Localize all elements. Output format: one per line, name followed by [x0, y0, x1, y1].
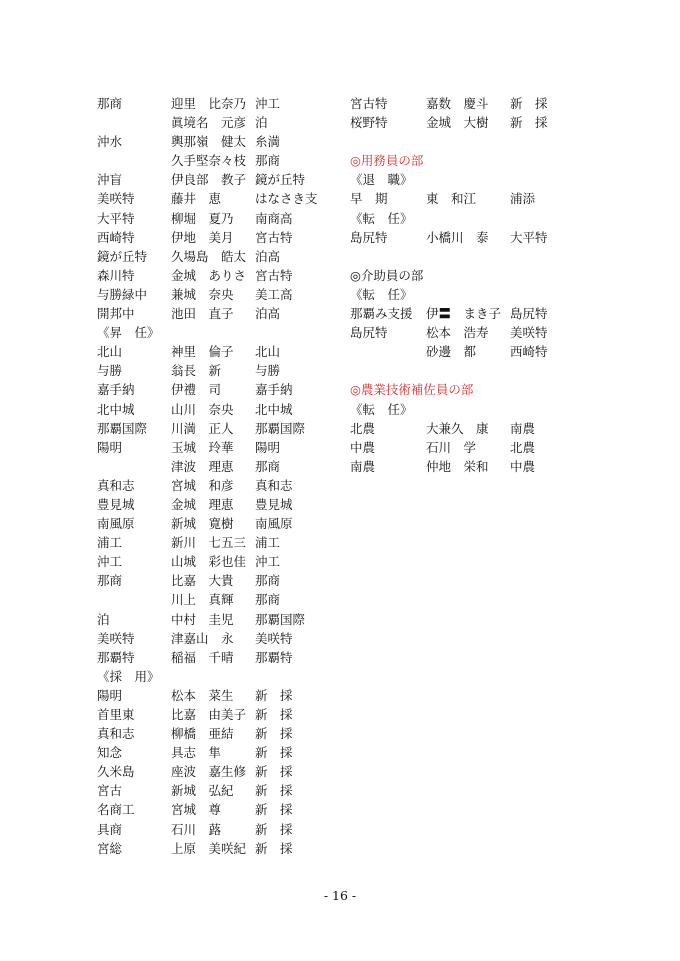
- school-name: 北中城: [97, 401, 135, 417]
- person-name: 久手堅奈々枝: [171, 153, 247, 169]
- left-row: [97, 151, 337, 170]
- previous-post: 沖工: [255, 96, 281, 111]
- previous-post: 陽明: [255, 439, 281, 455]
- person-name: 新川 七五三: [171, 535, 247, 551]
- person-name: 中村 圭児: [171, 611, 234, 627]
- person-name: 柳堀 夏乃: [171, 210, 234, 226]
- previous-post: 新 採: [255, 726, 293, 742]
- person-name: 石川 蕗: [171, 821, 222, 837]
- section-label-text: 《退 職》: [350, 172, 413, 188]
- right-row: [350, 94, 640, 113]
- school-name: 森川特: [97, 267, 135, 283]
- school-name: 陽明: [97, 687, 123, 703]
- previous-post: 泊高: [255, 306, 281, 322]
- school-name: 名商工: [97, 802, 135, 818]
- school-name: 豊見城: [97, 496, 135, 512]
- previous-post: 北山: [255, 344, 281, 360]
- school-name: 沖水: [97, 134, 123, 150]
- previous-post: 宮古特: [255, 267, 293, 283]
- person-name: 宮城 和彦: [171, 477, 234, 493]
- right-row: [350, 189, 640, 208]
- left-row: [97, 514, 337, 533]
- school-name: 首里東: [97, 707, 135, 722]
- person-name: 嘉数 慶斗: [426, 96, 489, 111]
- previous-post: 鏡が丘特: [255, 172, 306, 188]
- person-name: 迎里 比奈乃: [171, 96, 247, 111]
- school-name: 南風原: [97, 516, 135, 532]
- person-name: 川上 真輝: [171, 592, 234, 608]
- previous-post: 中農: [510, 458, 536, 474]
- school-name: 島尻特: [350, 229, 388, 245]
- person-name: 宮城 尊: [171, 802, 222, 818]
- left-row: [97, 323, 337, 342]
- previous-post: 新 採: [255, 802, 293, 818]
- person-name: 小橋川 泰: [426, 229, 489, 245]
- person-name: 伊良部 教子: [171, 172, 247, 188]
- previous-post: 北農: [510, 439, 536, 455]
- previous-post: 那商: [255, 153, 281, 169]
- left-row: [97, 304, 337, 323]
- left-row: [97, 457, 337, 476]
- left-row: [97, 724, 337, 743]
- previous-post: 浦工: [255, 535, 281, 551]
- left-row: [97, 705, 337, 724]
- previous-post: 新 採: [510, 115, 548, 131]
- school-name: 中農: [350, 439, 376, 455]
- previous-post: 那商: [255, 458, 281, 474]
- left-row: [97, 380, 337, 399]
- previous-post: 新 採: [255, 783, 293, 799]
- school-name: 泊: [97, 611, 110, 627]
- school-name: 西崎特: [97, 229, 135, 245]
- previous-post: はなさき支: [255, 191, 318, 207]
- left-row: [97, 438, 337, 457]
- person-name: 金城 ありさ: [171, 267, 247, 283]
- school-name: 久米島: [97, 764, 135, 780]
- right-row: [350, 419, 640, 438]
- person-name: 輿那嶺 健太: [171, 134, 247, 150]
- school-name: 真和志: [97, 477, 135, 493]
- person-name: 山城 彩也佳: [171, 554, 247, 570]
- school-name: 鏡が丘特: [97, 248, 148, 264]
- section-label: [350, 400, 640, 419]
- left-row: [97, 113, 337, 132]
- left-row: [97, 533, 337, 552]
- previous-post: 南風原: [255, 516, 293, 532]
- school-name: 《昇 任》: [97, 325, 160, 341]
- previous-post: 糸満: [255, 134, 281, 150]
- section-heading-text: ◎農業技術補佐員の部: [350, 382, 474, 398]
- previous-post: 新 採: [510, 96, 548, 111]
- person-name: 比嘉 大貴: [171, 573, 234, 589]
- previous-post: 北中城: [255, 401, 293, 417]
- left-row: [97, 209, 337, 228]
- previous-post: 西崎特: [510, 344, 548, 360]
- school-name: 沖盲: [97, 172, 123, 188]
- person-name: 石川 学: [426, 439, 477, 455]
- previous-post: 与勝: [255, 363, 281, 379]
- previous-post: 新 採: [255, 707, 293, 722]
- previous-post: 新 採: [255, 764, 293, 780]
- left-row: [97, 495, 337, 514]
- previous-post: 美咲特: [255, 630, 293, 646]
- school-name: 美咲特: [97, 630, 135, 646]
- page-number: - 16 -: [323, 888, 357, 903]
- right-row: [350, 304, 640, 323]
- section-heading: [350, 380, 640, 399]
- school-name: 嘉手納: [97, 382, 135, 398]
- person-name: 山川 奈央: [171, 401, 234, 417]
- previous-post: 那覇国際: [255, 611, 306, 627]
- person-name: 松本 菜生: [171, 687, 234, 703]
- previous-post: 那覇特: [255, 649, 293, 665]
- left-row: [97, 667, 337, 686]
- left-row: [97, 266, 337, 285]
- spacer: [350, 132, 640, 151]
- person-name: 比嘉 由美子: [171, 707, 247, 722]
- person-name: 久場島 皓太: [171, 248, 247, 264]
- person-name: 翁長 新: [171, 363, 222, 379]
- person-name: 具志 隼: [171, 745, 222, 761]
- section-label-text: 《転 任》: [350, 286, 413, 302]
- left-row: [97, 476, 337, 495]
- previous-post: 泊: [255, 115, 268, 131]
- school-name: 美咲特: [97, 191, 135, 207]
- person-name: 金城 大樹: [426, 115, 489, 131]
- school-name: 浦工: [97, 535, 123, 551]
- right-row: [350, 228, 640, 247]
- section-label-text: ◎介助員の部: [350, 267, 424, 283]
- school-name: 与勝緑中: [97, 286, 148, 302]
- school-name: 那覇特: [97, 649, 135, 665]
- school-name: 具商: [97, 821, 123, 837]
- school-name: 宮古: [97, 783, 123, 799]
- section-heading-text: ◎用務員の部: [350, 153, 424, 169]
- right-column: [350, 94, 640, 476]
- person-name: 東 和江: [426, 191, 477, 207]
- school-name: 那商: [97, 96, 123, 111]
- school-name: 沖工: [97, 554, 123, 570]
- previous-post: 那商: [255, 573, 281, 589]
- left-row: [97, 648, 337, 667]
- school-name: 北山: [97, 344, 123, 360]
- school-name: 与勝: [97, 363, 123, 379]
- right-row: [350, 438, 640, 457]
- person-name: 柳橋 亜結: [171, 726, 234, 742]
- previous-post: 新 採: [255, 840, 293, 856]
- left-row: [97, 342, 337, 361]
- previous-post: 美工高: [255, 286, 293, 302]
- person-name: 砂邊 都: [426, 344, 477, 360]
- spacer: [350, 361, 640, 380]
- person-name: 伊地 美月: [171, 229, 234, 245]
- previous-post: 那覇国際: [255, 420, 306, 436]
- left-row: [97, 94, 337, 113]
- person-name: 神里 倫子: [171, 344, 234, 360]
- school-name: 桜野特: [350, 115, 388, 131]
- school-name: 島尻特: [350, 325, 388, 341]
- right-row: [350, 113, 640, 132]
- school-name: 真和志: [97, 726, 135, 742]
- previous-post: 美咲特: [510, 325, 548, 341]
- person-name: 兼城 奈央: [171, 286, 234, 302]
- previous-post: 大平特: [510, 229, 548, 245]
- left-row: [97, 781, 337, 800]
- left-row: [97, 400, 337, 419]
- previous-post: 新 採: [255, 821, 293, 837]
- person-name: 新城 弘紀: [171, 783, 234, 799]
- right-row: [350, 342, 640, 361]
- school-name: 宮総: [97, 840, 123, 856]
- section-heading: [350, 151, 640, 170]
- section-label: [350, 170, 640, 189]
- left-row: [97, 839, 337, 858]
- section-label-text: 《転 任》: [350, 401, 413, 417]
- left-column: [97, 94, 337, 858]
- school-name: 那覇国際: [97, 420, 148, 436]
- school-name: 南農: [350, 458, 376, 474]
- previous-post: 沖工: [255, 554, 281, 570]
- previous-post: 嘉手納: [255, 382, 293, 398]
- person-name: 上原 美咲紀: [171, 840, 247, 856]
- person-name: 新城 寛樹: [171, 516, 234, 532]
- left-row: [97, 285, 337, 304]
- person-name: 川満 正人: [171, 420, 234, 436]
- previous-post: 泊高: [255, 248, 281, 264]
- left-row: [97, 361, 337, 380]
- school-name: 知念: [97, 745, 123, 761]
- right-row: [350, 323, 640, 342]
- previous-post: 南農: [510, 420, 536, 436]
- school-name: 早 期: [350, 191, 388, 207]
- left-row: [97, 820, 337, 839]
- previous-post: 島尻特: [510, 306, 548, 322]
- section-label: [350, 285, 640, 304]
- left-row: [97, 189, 337, 208]
- left-row: [97, 686, 337, 705]
- person-name: 津波 理恵: [171, 458, 234, 474]
- previous-post: 豊見城: [255, 496, 293, 512]
- right-row: [350, 457, 640, 476]
- person-name: 池田 直子: [171, 306, 234, 322]
- left-row: [97, 247, 337, 266]
- previous-post: 南商高: [255, 210, 293, 226]
- left-row: [97, 552, 337, 571]
- person-name: 金城 理恵: [171, 496, 234, 512]
- person-name: 藤井 恵: [171, 191, 222, 207]
- left-row: [97, 132, 337, 151]
- person-name: 伊禮 司: [171, 382, 222, 398]
- school-name: 開邦中: [97, 306, 135, 322]
- school-name: 大平特: [97, 210, 135, 226]
- left-row: [97, 762, 337, 781]
- left-row: [97, 610, 337, 629]
- left-row: [97, 228, 337, 247]
- left-row: [97, 800, 337, 819]
- left-row: [97, 170, 337, 189]
- school-name: 那商: [97, 573, 123, 589]
- left-row: [97, 419, 337, 438]
- school-name: 北農: [350, 420, 376, 436]
- person-name: 大兼久 康: [426, 420, 489, 436]
- previous-post: 那商: [255, 592, 281, 608]
- previous-post: 宮古特: [255, 229, 293, 245]
- school-name: 那覇み支援: [350, 306, 413, 322]
- previous-post: 真和志: [255, 477, 293, 493]
- spacer: [350, 247, 640, 266]
- previous-post: 浦添: [510, 191, 536, 207]
- section-label: [350, 209, 640, 228]
- left-row: [97, 743, 337, 762]
- left-row: [97, 590, 337, 609]
- person-name: 津嘉山 永: [171, 630, 234, 646]
- person-name: 眞境名 元彦: [171, 115, 247, 131]
- school-name: 宮古特: [350, 96, 388, 111]
- person-name: 仲地 栄和: [426, 458, 489, 474]
- person-name: 稲福 千晴: [171, 649, 234, 665]
- previous-post: 新 採: [255, 687, 293, 703]
- left-row: [97, 571, 337, 590]
- section-label: [350, 266, 640, 285]
- person-name: 伊〓 まき子: [426, 306, 502, 322]
- left-row: [97, 629, 337, 648]
- school-name: 陽明: [97, 439, 123, 455]
- section-label-text: 《転 任》: [350, 210, 413, 226]
- school-name: 《採 用》: [97, 668, 160, 684]
- person-name: 松本 浩寿: [426, 325, 489, 341]
- person-name: 座波 嘉生修: [171, 764, 247, 780]
- previous-post: 新 採: [255, 745, 293, 761]
- person-name: 玉城 玲華: [171, 439, 234, 455]
